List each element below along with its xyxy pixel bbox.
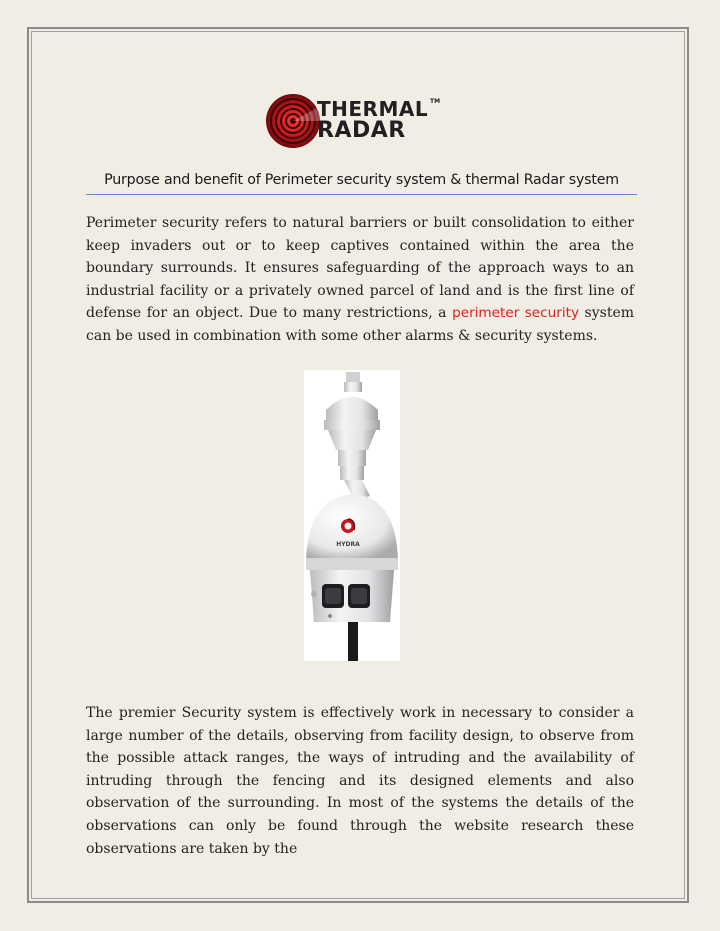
camera-brand-text: HYDRA — [336, 541, 360, 548]
intro-text-after-link: system can be used in combination with some other alarms & security systems. — [86, 305, 635, 344]
title-underline — [86, 194, 637, 195]
logo-text-radar: RADAR — [317, 118, 406, 143]
logo-text-thermal: THERMAL — [317, 97, 429, 121]
logo-trademark: TM — [430, 98, 441, 105]
perimeter-security-link[interactable]: perimeter security — [452, 305, 580, 322]
intro-text-before-link: Perimeter security refers to natural barriers or built consolidation to either keep invaders out or to keep captives contained within the area the boundary surrounds. It ensures safeguarding of the approach ways to an industrial facility or a privately owned parcel of land and is the first line of defense for an object. Due to many restrictions, a — [86, 215, 634, 322]
radar-rings-icon — [265, 90, 321, 152]
body-paragraph: The premier Security system is effectively work in necessary to consider a large number of the details, observing from facility design, to observe from the possible attack ranges, the ways of intruding and the availability of intruding through the fencing and its designed elements and also observation of the surrounding. In most of the systems the details of the observations can only be found through the website research these observations are taken by the — [86, 705, 634, 857]
hydra-camera-image — [304, 370, 400, 661]
intro-paragraph — [86, 212, 634, 348]
camera-illustration-icon — [304, 370, 400, 661]
page-title: Purpose and benefit of Perimeter security system & thermal Radar system — [104, 172, 619, 188]
thermal-radar-logo — [265, 90, 445, 152]
